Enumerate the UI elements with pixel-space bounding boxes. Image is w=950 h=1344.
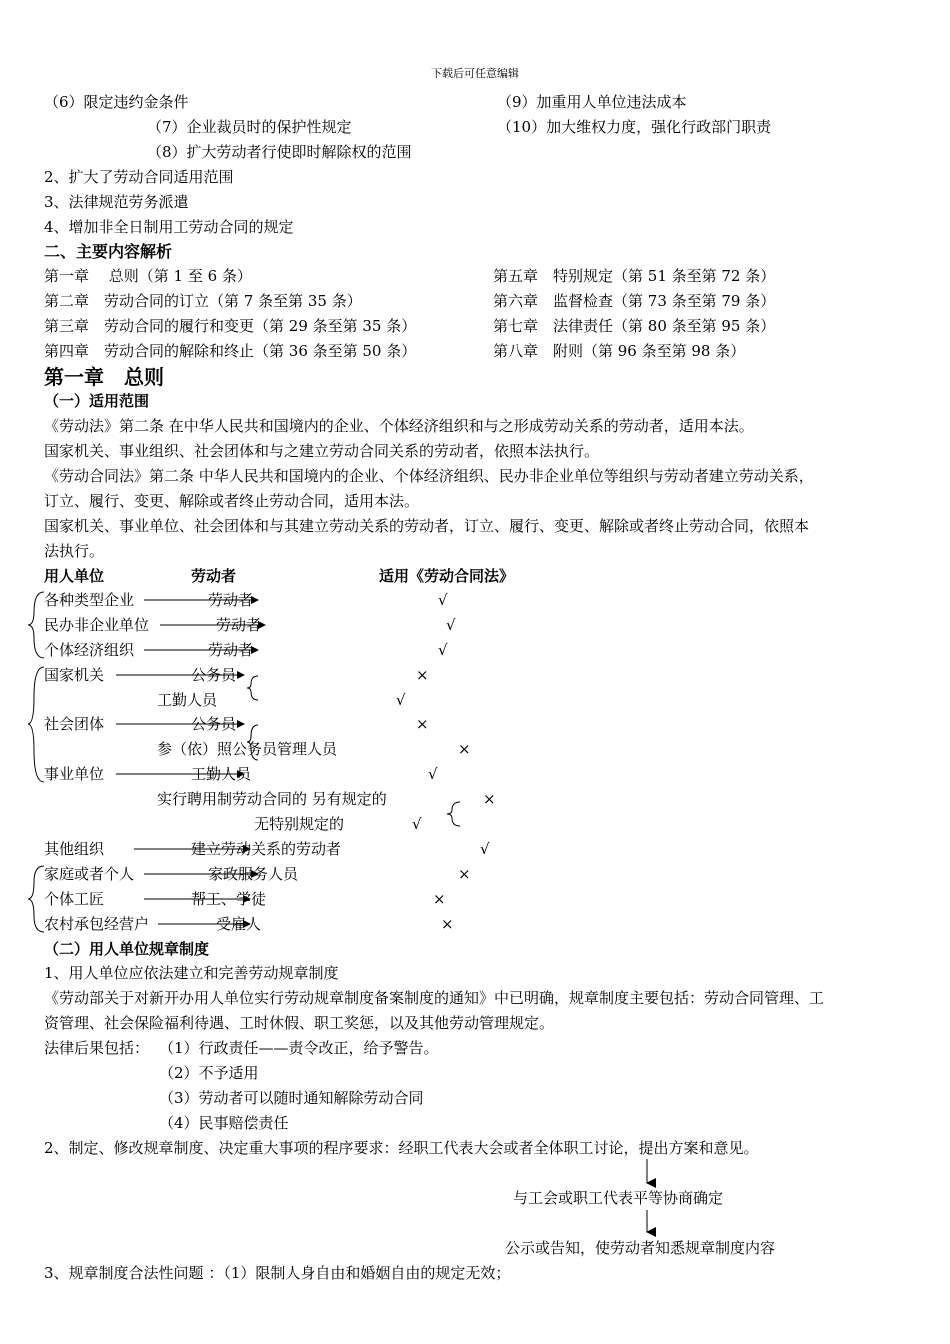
table-cell-applicable: ×	[458, 865, 471, 883]
rules-s3: 3、规章制度合法性问题 ：（1）限制人身自由和婚姻自由的规定无效；	[44, 1264, 511, 1282]
list-item-7: （7）企业裁员时的保护性规定	[147, 118, 352, 136]
table-cell-applicable: ×	[458, 740, 471, 758]
table-cell-worker: 家政服务人员	[208, 865, 299, 883]
table-cell-applicable: √	[446, 616, 456, 634]
table-cell-employer: 国家机关	[44, 666, 105, 684]
consequence-4: （4）民事赔偿责任	[159, 1114, 289, 1132]
table-cell-employer: 民办非企业单位	[44, 616, 150, 634]
chapter1-title: 第一章 总则	[44, 365, 164, 389]
page-header: 下载后可任意编辑	[431, 67, 519, 80]
table-cell-worker: 参（依）照公务员管理人员	[157, 740, 338, 758]
table-cell-applicable: ×	[441, 915, 454, 933]
table-cell-worker: 工勤人员	[191, 765, 252, 783]
scope-p4a: 国家机关、事业单位、社会团体和与其建立劳动关系的劳动者，订立、履行、变更、解除或者终止劳动合同，依照本	[44, 517, 810, 535]
scope-p3a: 《劳动合同法》第二条 中华人民共和国境内的企业、个体经济组织、民办非企业单位等组织与劳动者建立劳动关系，	[44, 467, 814, 485]
table-cell-worker: 无特别规定的	[254, 815, 345, 833]
table-cell-worker: 工勤人员	[157, 691, 218, 709]
consequence-label: 法律后果包括：	[44, 1039, 150, 1057]
list-item-9: （9）加重用人单位违法成本	[497, 93, 687, 111]
chapter-8: 第八章 附则（第 96 条至第 98 条）	[493, 342, 746, 360]
table-cell-applicable: √	[412, 815, 422, 833]
table-cell-applicable: √	[480, 840, 490, 858]
table-cell-applicable: √	[438, 641, 448, 659]
flow-step-2: 公示或告知，使劳动者知悉规章制度内容	[505, 1239, 776, 1257]
table-header-employer: 用人单位	[44, 567, 105, 585]
table-cell-applicable: ×	[433, 890, 446, 908]
consequence-2: （2）不予适用	[159, 1064, 259, 1082]
table-cell-worker: 公务员	[191, 715, 237, 733]
chapter-5: 第五章 特别规定（第 51 条至第 72 条）	[493, 267, 776, 285]
table-cell-employer: 农村承包经营户	[44, 915, 150, 933]
table-cell-worker: 公务员	[191, 666, 237, 684]
table-cell-employer: 社会团体	[44, 715, 105, 733]
table-cell-applicable: √	[438, 591, 448, 609]
table-cell-employer: 事业单位	[44, 765, 105, 783]
chapter-7: 第七章 法律责任（第 80 条至第 95 条）	[493, 317, 776, 335]
list-item-8: （8）扩大劳动者行使即时解除权的范围	[147, 143, 412, 161]
rules-p1a: 《劳动部关于对新开办用人单位实行劳动规章制度备案制度的通知》中已明确，规章制度主要包括：劳动合同管理、工	[44, 989, 825, 1007]
table-header-worker: 劳动者	[191, 567, 237, 585]
list-item-10: （10）加大维权力度，强化行政部门职责	[497, 118, 772, 136]
table-header-applicable: 适用《劳动合同法》	[379, 567, 515, 585]
table-cell-worker: 受雇人	[216, 915, 262, 933]
chapter-6: 第六章 监督检查（第 73 条至第 79 条）	[493, 292, 776, 310]
table-cell-worker: 劳动者	[208, 591, 254, 609]
scope-p4b: 法执行。	[44, 542, 105, 560]
table-cell-applicable: ×	[416, 715, 429, 733]
point-2: 2、扩大了劳动合同适用范围	[44, 168, 234, 186]
table-cell-applicable: √	[396, 691, 406, 709]
chapter-1: 第一章 总则（第 1 至 6 条）	[44, 267, 252, 285]
table-cell-worker: 劳动者	[216, 616, 262, 634]
table-cell-worker: 帮工、学徒	[191, 890, 267, 908]
table-cell-employer: 家庭或者个人	[44, 865, 135, 883]
rules-p1b: 资管理、社会保险福利待遇、工时休假、职工奖惩，以及其他劳动管理规定。	[44, 1014, 555, 1032]
table-cell-applicable: ×	[416, 666, 429, 684]
table-cell-employer: 各种类型企业	[44, 591, 135, 609]
rules-title: （二）用人单位规章制度	[44, 940, 210, 958]
list-item-6: （6）限定违约金条件	[44, 93, 189, 111]
table-cell-employer: 个体经济组织	[44, 641, 135, 659]
table-cell-worker: 实行聘用制劳动合同的 另有规定的	[157, 790, 387, 808]
table-cell-applicable: √	[428, 765, 438, 783]
table-cell-worker: 劳动者	[208, 641, 254, 659]
rules-s1: 1、用人单位应依法建立和完善劳动规章制度	[44, 964, 339, 982]
consequence-1: （1）行政责任——责令改正，给予警告。	[159, 1039, 439, 1057]
table-cell-employer: 个体工匠	[44, 890, 105, 908]
table-cell-employer: 其他组织	[44, 840, 105, 858]
scope-p1: 《劳动法》第二条 在中华人民共和国境内的企业、个体经济组织和与之形成劳动关系的劳动者，适用本法。	[44, 417, 754, 435]
chapter-4: 第四章 劳动合同的解除和终止（第 36 条至第 50 条）	[44, 342, 417, 360]
table-cell-worker: 建立劳动关系的劳动者	[191, 840, 342, 858]
table-cell-applicable: ×	[483, 790, 496, 808]
point-4: 4、增加非全日制用工劳动合同的规定	[44, 218, 294, 236]
section-title: 二、主要内容解析	[44, 242, 173, 261]
chapter-2: 第二章 劳动合同的订立（第 7 条至第 35 条）	[44, 292, 362, 310]
rules-s2: 2、制定、修改规章制度、决定重大事项的程序要求：经职工代表大会或者全体职工讨论，提出方案和意见。	[44, 1139, 759, 1157]
scope-title: （一）适用范围	[44, 392, 150, 410]
scope-p2: 国家机关、事业组织、社会团体和与之建立劳动合同关系的劳动者，依照本法执行。	[44, 442, 600, 460]
scope-p3b: 订立、履行、变更、解除或者终止劳动合同，适用本法。	[44, 492, 420, 510]
chapter-3: 第三章 劳动合同的履行和变更（第 29 条至第 35 条）	[44, 317, 417, 335]
consequence-3: （3）劳动者可以随时通知解除劳动合同	[159, 1089, 424, 1107]
point-3: 3、法律规范劳务派遣	[44, 193, 189, 211]
flow-step-1: 与工会或职工代表平等协商确定	[513, 1189, 724, 1207]
